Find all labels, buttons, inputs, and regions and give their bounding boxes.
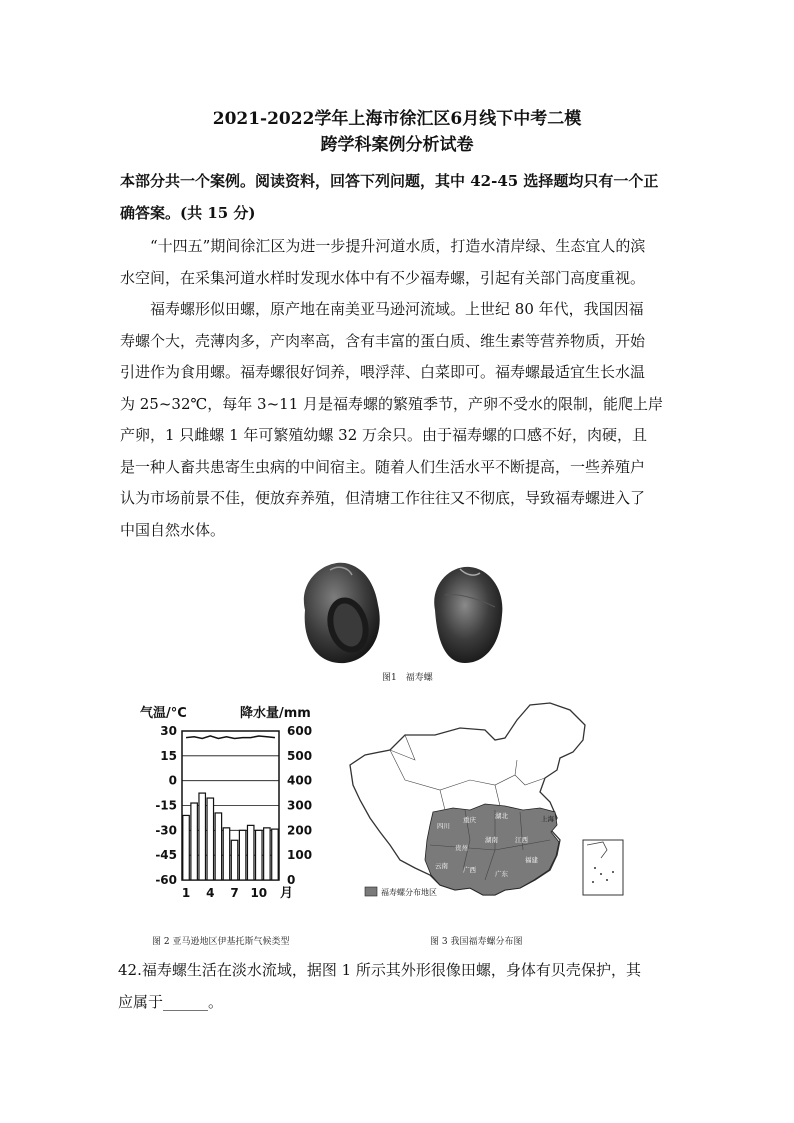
precipitation-bar: [183, 815, 189, 880]
intro-line-1: 本部分共一个案例。阅读资料，回答下列问题，其中 42-45 选择题均只有一个正: [120, 172, 659, 190]
precipitation-bar: [215, 813, 221, 880]
precipitation-bar: [256, 830, 262, 880]
paper-title-line1: 2021-2022学年上海市徐汇区6月线下中考二模: [212, 109, 582, 129]
paragraph-2: [120, 294, 676, 546]
question-42-line-2: 应属于______。: [118, 992, 224, 1011]
question-42: [118, 955, 678, 1018]
precipitation-bar: [191, 803, 197, 880]
chart-left-tick-label: 0: [168, 773, 177, 788]
para2-line-8: 中国自然水体。: [120, 520, 226, 539]
map-province-label: 广东: [495, 870, 508, 878]
chart-x-tick-label: 10: [250, 886, 268, 900]
intro-line-2: 确答案。(共 15 分): [120, 203, 256, 222]
chart-right-tick-label: 600: [287, 724, 313, 738]
snail-aperture-view: [304, 563, 380, 663]
para2-line-3: 引进作为食用螺。福寿螺很好饲养，喂浮萍、白菜即可。福寿螺最适宜生长水温: [120, 363, 646, 381]
south-china-sea-inset: [583, 840, 623, 895]
figure-1-snails: [290, 555, 520, 680]
map-province-label: 广西: [463, 866, 476, 874]
para2-line-2: 寿螺个大，壳薄肉多，产肉率高，含有丰富的蛋白质、维生素等营养物质，开始: [120, 331, 646, 350]
map-province-label: 云南: [435, 862, 448, 870]
chart-left-tick-label: -30: [155, 823, 177, 838]
chart-left-tick-label: 15: [160, 748, 177, 763]
chart-x-tick-label: 4: [206, 886, 215, 900]
paper-title-line2: 跨学科案例分析试卷: [320, 135, 474, 155]
para2-line-1: 福寿螺形似田螺，原产地在南美亚马逊河流域。上世纪 80 年代，我国因福: [150, 300, 644, 318]
map-province-label: 湖南: [485, 836, 498, 844]
para2-line-6: 是一种人畜共患寄生虫病的中间宿主。随着人们生活水平不断提高，一些养殖户: [120, 457, 646, 476]
chart-left-tick-label: -15: [155, 798, 177, 813]
precipitation-bar: [207, 798, 213, 880]
map-province-label: 湖北: [495, 812, 508, 820]
para2-line-7: 认为市场前景不佳，便放弃养殖，但清塘工作往往又不彻底，导致福寿螺进入了: [120, 489, 646, 507]
chart-right-tick-label: 400: [287, 773, 313, 788]
temperature-line: [186, 736, 275, 738]
chart-right-tick-label: 100: [287, 848, 313, 863]
legend-swatch: [365, 887, 377, 896]
map-province-label: 江西: [515, 836, 528, 844]
precipitation-bar: [231, 840, 237, 880]
figure-3-caption: 图 3 我国福寿螺分布图: [430, 937, 523, 947]
precipitation-bar: [247, 825, 253, 880]
chart-right-tick-label: 300: [287, 798, 313, 813]
figure-3-china-map: [345, 700, 635, 915]
chart-xlabel: 月: [280, 886, 294, 901]
precipitation-bar: [264, 828, 270, 880]
question-42-line-1: 42.福寿螺生活在淡水流域，据图 1 所示其外形很像田螺，身体有贝壳保护，其: [118, 961, 641, 979]
figure-2-caption: 图 2 亚马逊地区伊基托斯气候类型: [152, 937, 290, 947]
precipitation-bar: [239, 830, 245, 880]
legend-label: 福寿螺分布地区: [381, 888, 437, 897]
chart-right-tick-label: 200: [287, 823, 313, 838]
paragraph-1: [120, 231, 676, 294]
para1-line-2: 水空间，在采集河道水样时发现水体中有不少福寿螺，引起有关部门高度重视。: [120, 268, 646, 287]
figure-1-caption: 图1 福寿螺: [382, 673, 433, 683]
chart-left-tick-label: -45: [155, 848, 177, 863]
precipitation-bar: [272, 829, 278, 880]
chart-right-tick-label: 500: [287, 748, 313, 763]
map-province-label: 贵州: [455, 844, 468, 852]
figure-2-climate-chart: [135, 700, 340, 905]
map-province-label: 重庆: [463, 816, 476, 824]
chart-ylabel-right: 降水量/mm: [240, 706, 311, 721]
map-province-label: 福建: [525, 856, 538, 864]
chart-x-tick-label: 7: [230, 886, 239, 900]
map-province-label: 四川: [437, 822, 450, 830]
precipitation-bar: [223, 828, 229, 880]
chart-left-tick-label: 30: [160, 724, 177, 738]
chart-left-tick-label: -60: [155, 873, 177, 887]
map-province-label: 上海: [541, 815, 554, 823]
precipitation-bar: [199, 793, 205, 880]
snail-back-view: [434, 567, 502, 663]
intro-instructions: [120, 166, 676, 229]
chart-right-tick-label: 0: [287, 873, 296, 887]
chart-ylabel-left: 气温/°C: [140, 706, 187, 721]
para2-line-5: 产卵，1 只雌螺 1 年可繁殖幼螺 32 万余只。由于福寿螺的口感不好，肉硬，且: [120, 426, 648, 444]
chart-x-tick-label: 1: [181, 886, 191, 900]
para2-line-4: 为 25~32℃，每年 3~11 月是福寿螺的繁殖季节，产卵不受水的限制，能爬上岸: [120, 394, 664, 413]
para1-line-1: “十四五”期间徐汇区为进一步提升河道水质，打造水清岸绿、生态宜人的滨: [150, 237, 646, 255]
